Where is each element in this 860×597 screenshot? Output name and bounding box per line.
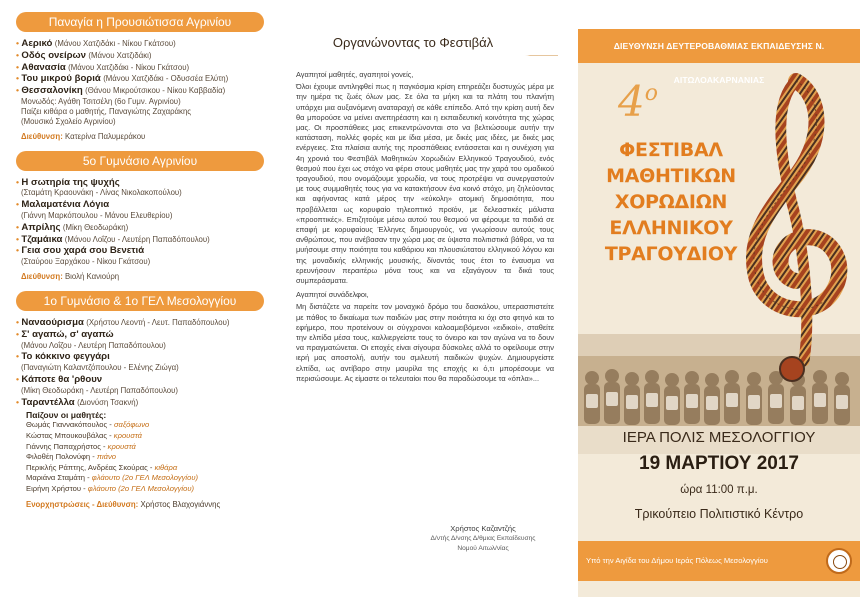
auspices-banner: Υπό την Αιγίδα του Δήμου Ιεράς Πόλεως Μεσολογγίου [578,541,860,581]
bullet-icon: • [16,73,22,84]
player-line: Περικλής Ράπτης, Ανδρέας Σκούρας - κιθάρα [26,462,178,472]
letter-paragraph: Μη διστάζετε να παρείτε τον μοναχικό δρόμο του δασκάλου, υπερασπιστείτε με πάθος το δικαίωμα των παιδιών μας στην ποιότητα κι όχι στο φτηνό και το εφήμερο, που προτείνουν οι σύγχρονοι καλοαμειβόμενοι «ειδικοί», σταθείτε την ελπίδα μέσα τους, καλλιεργείστε τους το όνειρο και τον αγώνα να το δουν να πραγματώνεται. Οι εποχές είναι σίγουρα δύσκολες αλλά το οφείλουμε στην ιερή μας αποστολή, αυτήν του σμιλευτή παιδικών ψυχών. Δημιουργείστε ελπίδα, ως αντίβαρο στην μαυρίλα της εποχής κι ό,τι μπορέσουμε να περισώσουμε. Ας είμαστε οι τελευταίοι που θα παραδώσουμε τα «όπλα»... [296,302,554,383]
event-date: 19 ΜΑΡΤΙΟΥ 2017 [639,453,799,474]
song-item: • Κάποτε θα 'ρθουν (Μίκη Θεοδωράκη - Λευτέρη Παπαδόπουλου) [16,373,178,395]
bullet-icon: • [16,176,22,187]
song-item: • Απρίλης (Μίκη Θεοδωράκη) [16,221,129,233]
bullet-icon: • [16,199,22,210]
bullet-icon: • [16,396,22,407]
bullet-icon: • [16,49,22,60]
director-line: Διεύθυνση: Βιολή Κανιούρη [21,271,120,281]
note-line: (Μουσικό Σχολείο Αγρινίου) [21,117,116,127]
letter-column [288,30,558,590]
letter-title: Οργανώνοντας το Φεστιβάλ [288,30,538,56]
greeting: Αγαπητοί συνάδελφοι, [296,290,369,300]
signature-role: Δ/ντής Δ/νσης Δ/θμιας Εκπαίδευσης [430,535,536,542]
note-line: Μονωδός: Αγάθη Τσιτσέλη (6ο Γυμν. Αγρινίου) [21,96,181,106]
municipal-seal-icon [826,548,852,574]
director-line: Διεύθυνση: Κατερίνα Παλυμεράκου [21,131,146,141]
bullet-icon: • [16,373,22,384]
signature-role: Νομού Αιτωλ/νίας [457,545,509,552]
orchestration-credit: Ενορχηστρώσεις - Διεύθυνση: Χρήστος Βλαχογιάννης [26,499,221,509]
event-city: ΙΕΡΑ ΠΟΛΙΣ ΜΕΣΟΛΟΓΓΙΟΥ [622,429,816,446]
bullet-icon: • [16,328,22,339]
bullet-icon: • [16,61,22,72]
player-line: Μαριάνα Σταμάτη - φλάουτο (2ο ΓΕΛ Μεσολογγίου) [26,473,199,483]
program-column [16,12,264,590]
section-header: 5ο Γυμνάσιο Αγρινίου [16,151,264,171]
signature [408,524,558,554]
bullet-icon: • [16,245,22,256]
song-item: • Του μικρού βοριά (Μάνου Χατζιδάκι - Οδυσσέα Ελύτη) [16,73,229,85]
choir-section [16,151,264,283]
section-header: Παναγία η Προυσιώτισσα Αγρινίου [16,12,264,32]
bullet-icon: • [16,221,22,232]
song-item: • Ταραντέλλα (Διονύση Τσακνή) [16,396,139,408]
bullet-icon: • [16,38,22,48]
song-item: • Αθανασία (Μάνου Χατζιδάκι - Νίκου Γκάτσου) [16,61,190,73]
festival-title: ΦΕΣΤΙΒΑΛ ΜΑΘΗΤΙΚΩΝ ΧΟΡΩΔΙΩΝ ΕΛΛΗΝΙΚΟΥ ΤΡΑΓΟΥΔΙΟΥ [604,139,738,265]
letter-paragraph: Όλοι έχουμε αντιληφθεί πως η παγκόσμια κρίση επηρεάζει δυστυχώς μέρα με την ημέρα τις ζωές όλων μας. Σε όλα τα μήκη και τα πλάτη του πλανήτη υπάρχει μια αυξανόμενη αναταραχή σε κάθε επίπεδο. Από την κρίση αυτή δεν θα μπορούσε να μείνει ανεπηρέαστη και η εκπαιδευτική κοινότητα της χώρας μας. Οι προσπάθειες μας επικεντρώνονται στο να βελτιώσουμε αυτήν την κατάσταση, πολλές φορές και με ίδια μέσα, με δικές μας ιδέες, με δικές μας ενέργειες. Στα πλαίσια αυτής της προσπάθειας εντάσσεται και η συνέχιση για 4η χρονιά του Φεστιβάλ Μαθητικών Χορωδιών Ελληνικού Τραγουδιού, ενός θεσμού που έχει ως στόχο να φέρει στους μαθητές μας την χαρά του ομαδικού τραγουδιού, που ονομάζουμε χορωδία, να τους προτρέψει να συνεργαστούν με τους συμμαθητές τους για να κατακτήσουν ένα κοινό στόχο, μη ζηλεύοντας και αφήνοντας κατά μέρος την «εύκολη» ατομική δημοσιότητα, που προβάλλεται ως κορυφαίο τηλεοπτικό προϊόν, με δελεαστικές μάλιστα «προοπτικές». Επιζητούμε μέσω αυτού του θεσμού να φέρουμε τα παιδιά σε επαφή με κορυφαίους Έλληνες δημιουργούς, να γνωρίσουν αυτούς τους ανθρώπους, που ανέβασαν την χώρα μας σε ύψιστα πολιτιστικά βάθρα, να τα μυήσουμε στην ποιότητα του καθάριου και πλουσιώτατου ελληνικού λόγου και της μοναδικής ελληνικής μουσικής, δίνοντάς τους έτσι το έναυσμα να ερευνήσουν περαιτέρω μόνα τους και να εξαγάγουν τα δικά τους συμπεράσματα. [296,82,554,286]
bullet-icon: • [16,351,22,362]
section-header: 1ο Γυμνάσιο & 1ο ΓΕΛ Μεσολογγίου [16,291,264,311]
choir-section [16,12,264,143]
treble-clef-icon [734,71,860,391]
choir-section [16,291,264,511]
song-item: • Μαλαματένια Λόγια (Γιάννη Μαρκόπουλου - Μάνου Ελευθερίου) [16,199,173,220]
event-venue: Τρικούπειο Πολιτιστικό Κέντρο [634,507,804,521]
letter-body [296,70,554,386]
signature-name: Χρήστος Καζαντζής [450,524,516,533]
song-item: • Αερικό (Μάνου Χατζιδάκι - Νίκου Γκάτσου) [16,38,176,49]
song-item: • Γεια σου χαρά σου Βενετιά (Σταύρου Ξαρχάκου - Νίκου Γκάτσου) [16,245,151,267]
greeting: Αγαπητοί μαθητές, αγαπητοί γονείς, [296,70,414,79]
player-line: Κώστας Μπουκουβάλας - κρουστά [26,430,142,440]
directorate-banner: ΔΙΕΥΘΥΝΣΗ ΔΕΥΤΕΡΟΒΑΘΜΙΑΣ ΕΚΠΑΙΔΕΥΣΗΣ Ν. ΑΙΤΩΛΟΑΚΑΡΝΑΝΙΑΣ [578,29,860,63]
player-line: Θωμάς Γιαννακόπουλος - σαξόφωνο [26,420,150,430]
player-line: Ειρήνη Χρήστου - φλάουτο (2ο ΓΕΛ Μεσολογγίου) [26,483,195,493]
note-line: Παίζει κιθάρα ο μαθητής, Παναγιώτης Ζαχαράκης [21,107,192,117]
event-time: ώρα 11:00 π.μ. [680,484,758,496]
song-item: • Οδός ονείρων (Μάνου Χατζιδάκι) [16,49,152,61]
cover-panel [578,29,860,597]
song-item: • Σ' αγαπώ, σ' αγαπώ (Μάνου Λοΐζου - Λευτέρη Παπαδόπουλου) [16,328,166,350]
letter-header [288,30,558,56]
song-item: • Το κόκκινο φεγγάρι (Παναγιώτη Καλαντζόπουλου - Ελένης Ζιώγα) [16,351,179,373]
player-line: Γιάννης Παπαχρήστος - κρουστά [26,441,136,451]
bullet-icon: • [16,316,22,327]
song-item: • Τζαμάικα (Μάνου Λοΐζου - Λευτέρη Παπαδόπουλου) [16,233,210,245]
player-line: Φιλοθέη Πολονύφη - πιάνο [26,452,117,462]
song-item: • Θεσσαλονίκη (Θάνου Μικρούτσικου - Νίκου Καββαδία) [16,85,226,97]
edition-number: $4^o$ [618,77,658,126]
bullet-icon: • [16,85,22,96]
song-item: • Η σωτηρία της ψυχής (Σταμάτη Κραουνάκη - Λίνας Νικολακοπούλου) [16,176,182,198]
bullet-icon: • [16,233,22,244]
players-title: Παίζουν οι μαθητές: [26,410,107,421]
song-item: • Ναναούρισμα (Χρήστου Λεοντή - Λευτ. Παπαδόπουλου) [16,316,230,328]
